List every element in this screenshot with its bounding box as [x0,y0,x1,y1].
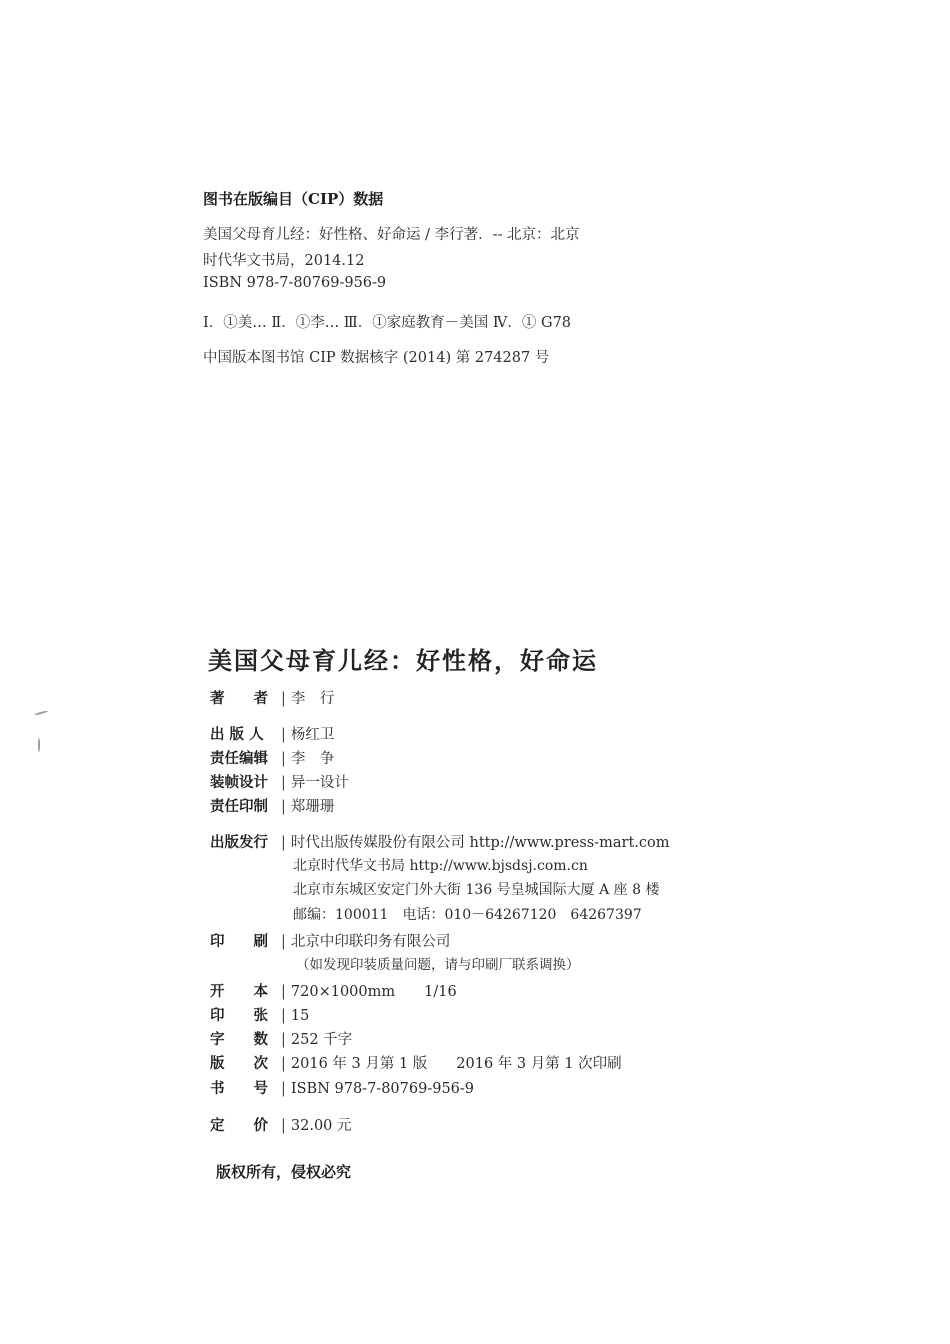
price-label: 定 价 [210,1117,268,1134]
printing-row: 印 刷 | 北京中印联印务有限公司 [210,930,450,951]
sheets-row: 印 张 | 15 [210,1004,309,1025]
scan-speck [38,738,40,752]
distribution-line-4: 邮编：100011 电话：010－64267120 64267397 [293,907,642,923]
format-value: 720×1000mm 1/16 [290,984,457,1000]
editor-value: 李 争 [290,751,335,767]
edition-label: 版 次 [210,1055,268,1072]
distribution-line-2: 北京时代华文书局 http://www.bjsdsj.com.cn [293,858,588,874]
editor-row: 责任编辑 | 李 争 [210,747,334,768]
author-value: 李 行 [290,691,335,707]
distribution-line-3: 北京市东城区安定门外大街 136 号皇城国际大厦 A 座 8 楼 [293,882,660,898]
sheets-value: 15 [290,1008,310,1024]
printing-note: （如发现印装质量问题，请与印刷厂联系调换） [296,957,580,973]
copyright-notice: 版权所有，侵权必究 [216,1163,352,1181]
format-row: 开 本 | 720×1000mm 1/16 [210,980,457,1001]
design-row: 装帧设计 | 异一设计 [210,771,349,792]
edition-row: 版 次 | 2016 年 3 月第 1 版 2016 年 3 月第 1 次印刷 [210,1052,622,1073]
price-row: 定 价 | 32.00 元 [210,1114,352,1135]
distribution-line-1: 时代出版传媒股份有限公司 http://www.press-mart.com [290,835,670,851]
design-label: 装帧设计 [210,774,268,791]
words-label: 字 数 [210,1031,268,1048]
format-label: 开 本 [210,983,268,1000]
design-value: 异一设计 [290,775,349,791]
cip-line-2: 时代华文书局，2014.12 [203,253,365,269]
cip-heading: 图书在版编目（CIP）数据 [203,190,384,208]
cip-line-4: Ⅰ．①美… Ⅱ．①李… Ⅲ．①家庭教育－美国 Ⅳ．① G78 [203,315,572,331]
print-supervisor-row: 责任印制 | 郑珊珊 [210,795,334,816]
publisher-label: 出 版 人 [210,726,264,743]
author-row: 著 者 | 李 行 [210,687,334,708]
isbn-row: 书 号 | ISBN 978-7-80769-956-9 [210,1077,474,1098]
sheets-label: 印 张 [210,1007,268,1024]
words-row: 字 数 | 252 千字 [210,1028,352,1049]
editor-label: 责任编辑 [210,750,268,767]
words-value: 252 千字 [290,1032,353,1048]
publisher-row: 出 版 人 | 杨红卫 [210,723,334,744]
isbn-value: ISBN 978-7-80769-956-9 [290,1081,475,1097]
cip-line-3: ISBN 978-7-80769-956-9 [203,275,387,291]
cip-line-1: 美国父母育儿经：好性格、好命运 / 李行著．-- 北京：北京 [203,227,580,243]
printing-label: 印 刷 [210,933,268,950]
edition-value: 2016 年 3 月第 1 版 2016 年 3 月第 1 次印刷 [290,1056,622,1072]
distribution-label: 出版发行 [210,834,268,851]
isbn-label: 书 号 [210,1080,268,1097]
price-value: 32.00 元 [290,1118,352,1134]
print-supervisor-label: 责任印制 [210,798,268,815]
book-title: 美国父母育儿经：好性格，好命运 [208,646,598,675]
printing-value: 北京中印联印务有限公司 [290,934,451,950]
scan-speck [34,710,48,716]
publisher-value: 杨红卫 [290,727,335,743]
cip-line-5: 中国版本图书馆 CIP 数据核字 (2014) 第 274287 号 [203,350,550,366]
author-label: 著 者 [210,690,268,707]
print-supervisor-value: 郑珊珊 [290,799,335,815]
distribution-row: 出版发行 | 时代出版传媒股份有限公司 http://www.press-mart.com [210,831,670,852]
